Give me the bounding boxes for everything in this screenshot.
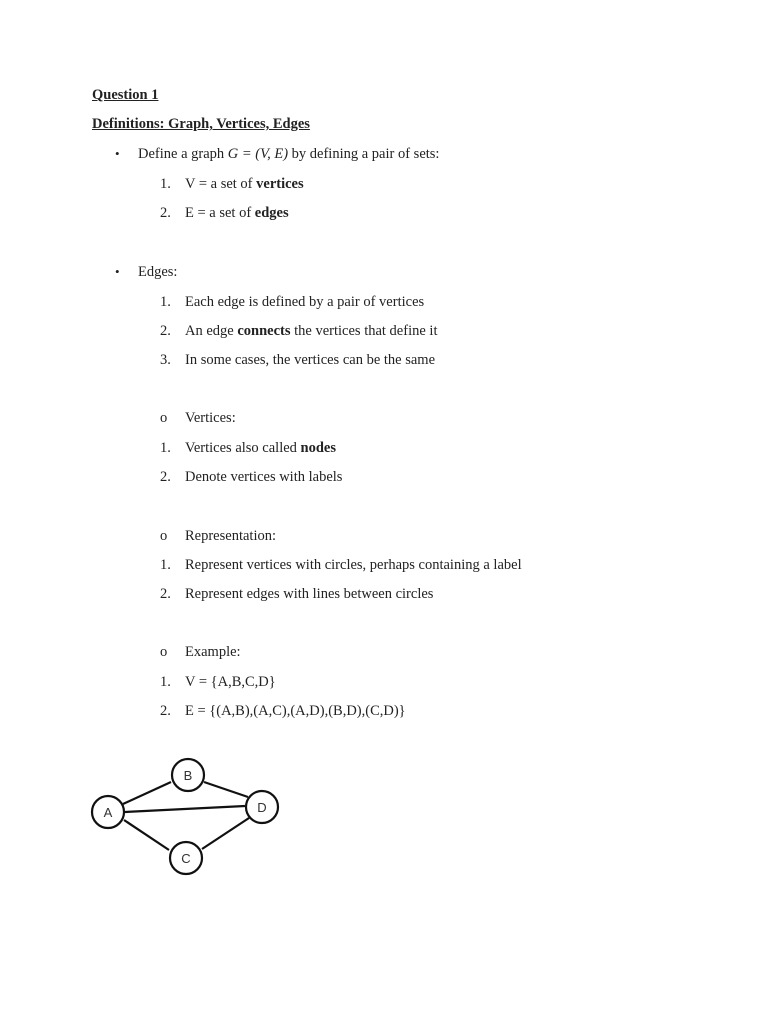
item-text: E = a set of [185, 205, 255, 221]
list-item: Each edge is defined by a pair of vertices [185, 294, 425, 310]
list-item: Represent vertices with circles, perhaps containing a label [185, 557, 522, 573]
list-item: In some cases, the vertices can be the same [185, 352, 436, 368]
item-prefix: Vertices also called [185, 440, 301, 456]
list-number: 2. [160, 323, 171, 339]
example-title: Example: [185, 644, 241, 660]
list-number: 1. [160, 440, 171, 456]
intro-suffix: by defining a pair of sets: [288, 146, 440, 162]
list-number: 1. [160, 557, 171, 573]
edges-title: Edges: [138, 264, 178, 280]
sub-bullet-marker: o [160, 410, 168, 426]
bullet-marker: • [115, 264, 120, 279]
edge-a-c [124, 820, 169, 850]
list-item [185, 322, 437, 340]
list-number: 1. [160, 294, 171, 310]
list-item [185, 175, 304, 193]
sub-bullet-marker: o [160, 644, 168, 660]
list-item: Represent edges with lines between circles [185, 586, 434, 602]
item-suffix: the vertices that define it [290, 323, 438, 339]
list-item [185, 439, 336, 457]
item-prefix: An edge [185, 323, 238, 339]
representation-title: Representation: [185, 528, 277, 544]
list-item: E = {(A,B),(A,C),(A,D),(B,D),(C,D)} [185, 703, 406, 719]
edge-a-d [125, 806, 245, 812]
list-item: Denote vertices with labels [185, 469, 343, 485]
list-number: 2. [160, 469, 171, 485]
item-text: V = a set of [185, 176, 257, 192]
edge-c-d [202, 818, 249, 849]
graph-diagram [85, 755, 290, 885]
bullet-marker: • [115, 146, 120, 161]
item-bold: vertices [256, 176, 304, 192]
node-a-label: A [103, 805, 113, 820]
list-number: 1. [160, 176, 171, 192]
list-number: 3. [160, 352, 171, 368]
list-item [185, 204, 289, 222]
intro-prefix: Define a graph [138, 146, 228, 162]
graph-formula: G = (V, E) [227, 146, 289, 162]
edge-a-b [123, 782, 171, 804]
node-d-label: D [257, 800, 267, 815]
list-number: 1. [160, 674, 171, 690]
node-c-label: C [181, 851, 191, 866]
section-title: Definitions: Graph, Vertices, Edges [92, 116, 310, 132]
vertices-title: Vertices: [185, 410, 236, 426]
list-number: 2. [160, 205, 171, 221]
item-bold: edges [254, 205, 289, 221]
item-bold: connects [237, 323, 291, 339]
intro-text [138, 145, 439, 163]
list-item: V = {A,B,C,D} [185, 674, 276, 690]
item-bold: nodes [300, 440, 337, 456]
list-number: 2. [160, 703, 171, 719]
sub-bullet-marker: o [160, 528, 168, 544]
edge-b-d [204, 782, 248, 797]
node-b-label: B [183, 768, 193, 783]
question-title: Question 1 [92, 87, 159, 103]
list-number: 2. [160, 586, 171, 602]
